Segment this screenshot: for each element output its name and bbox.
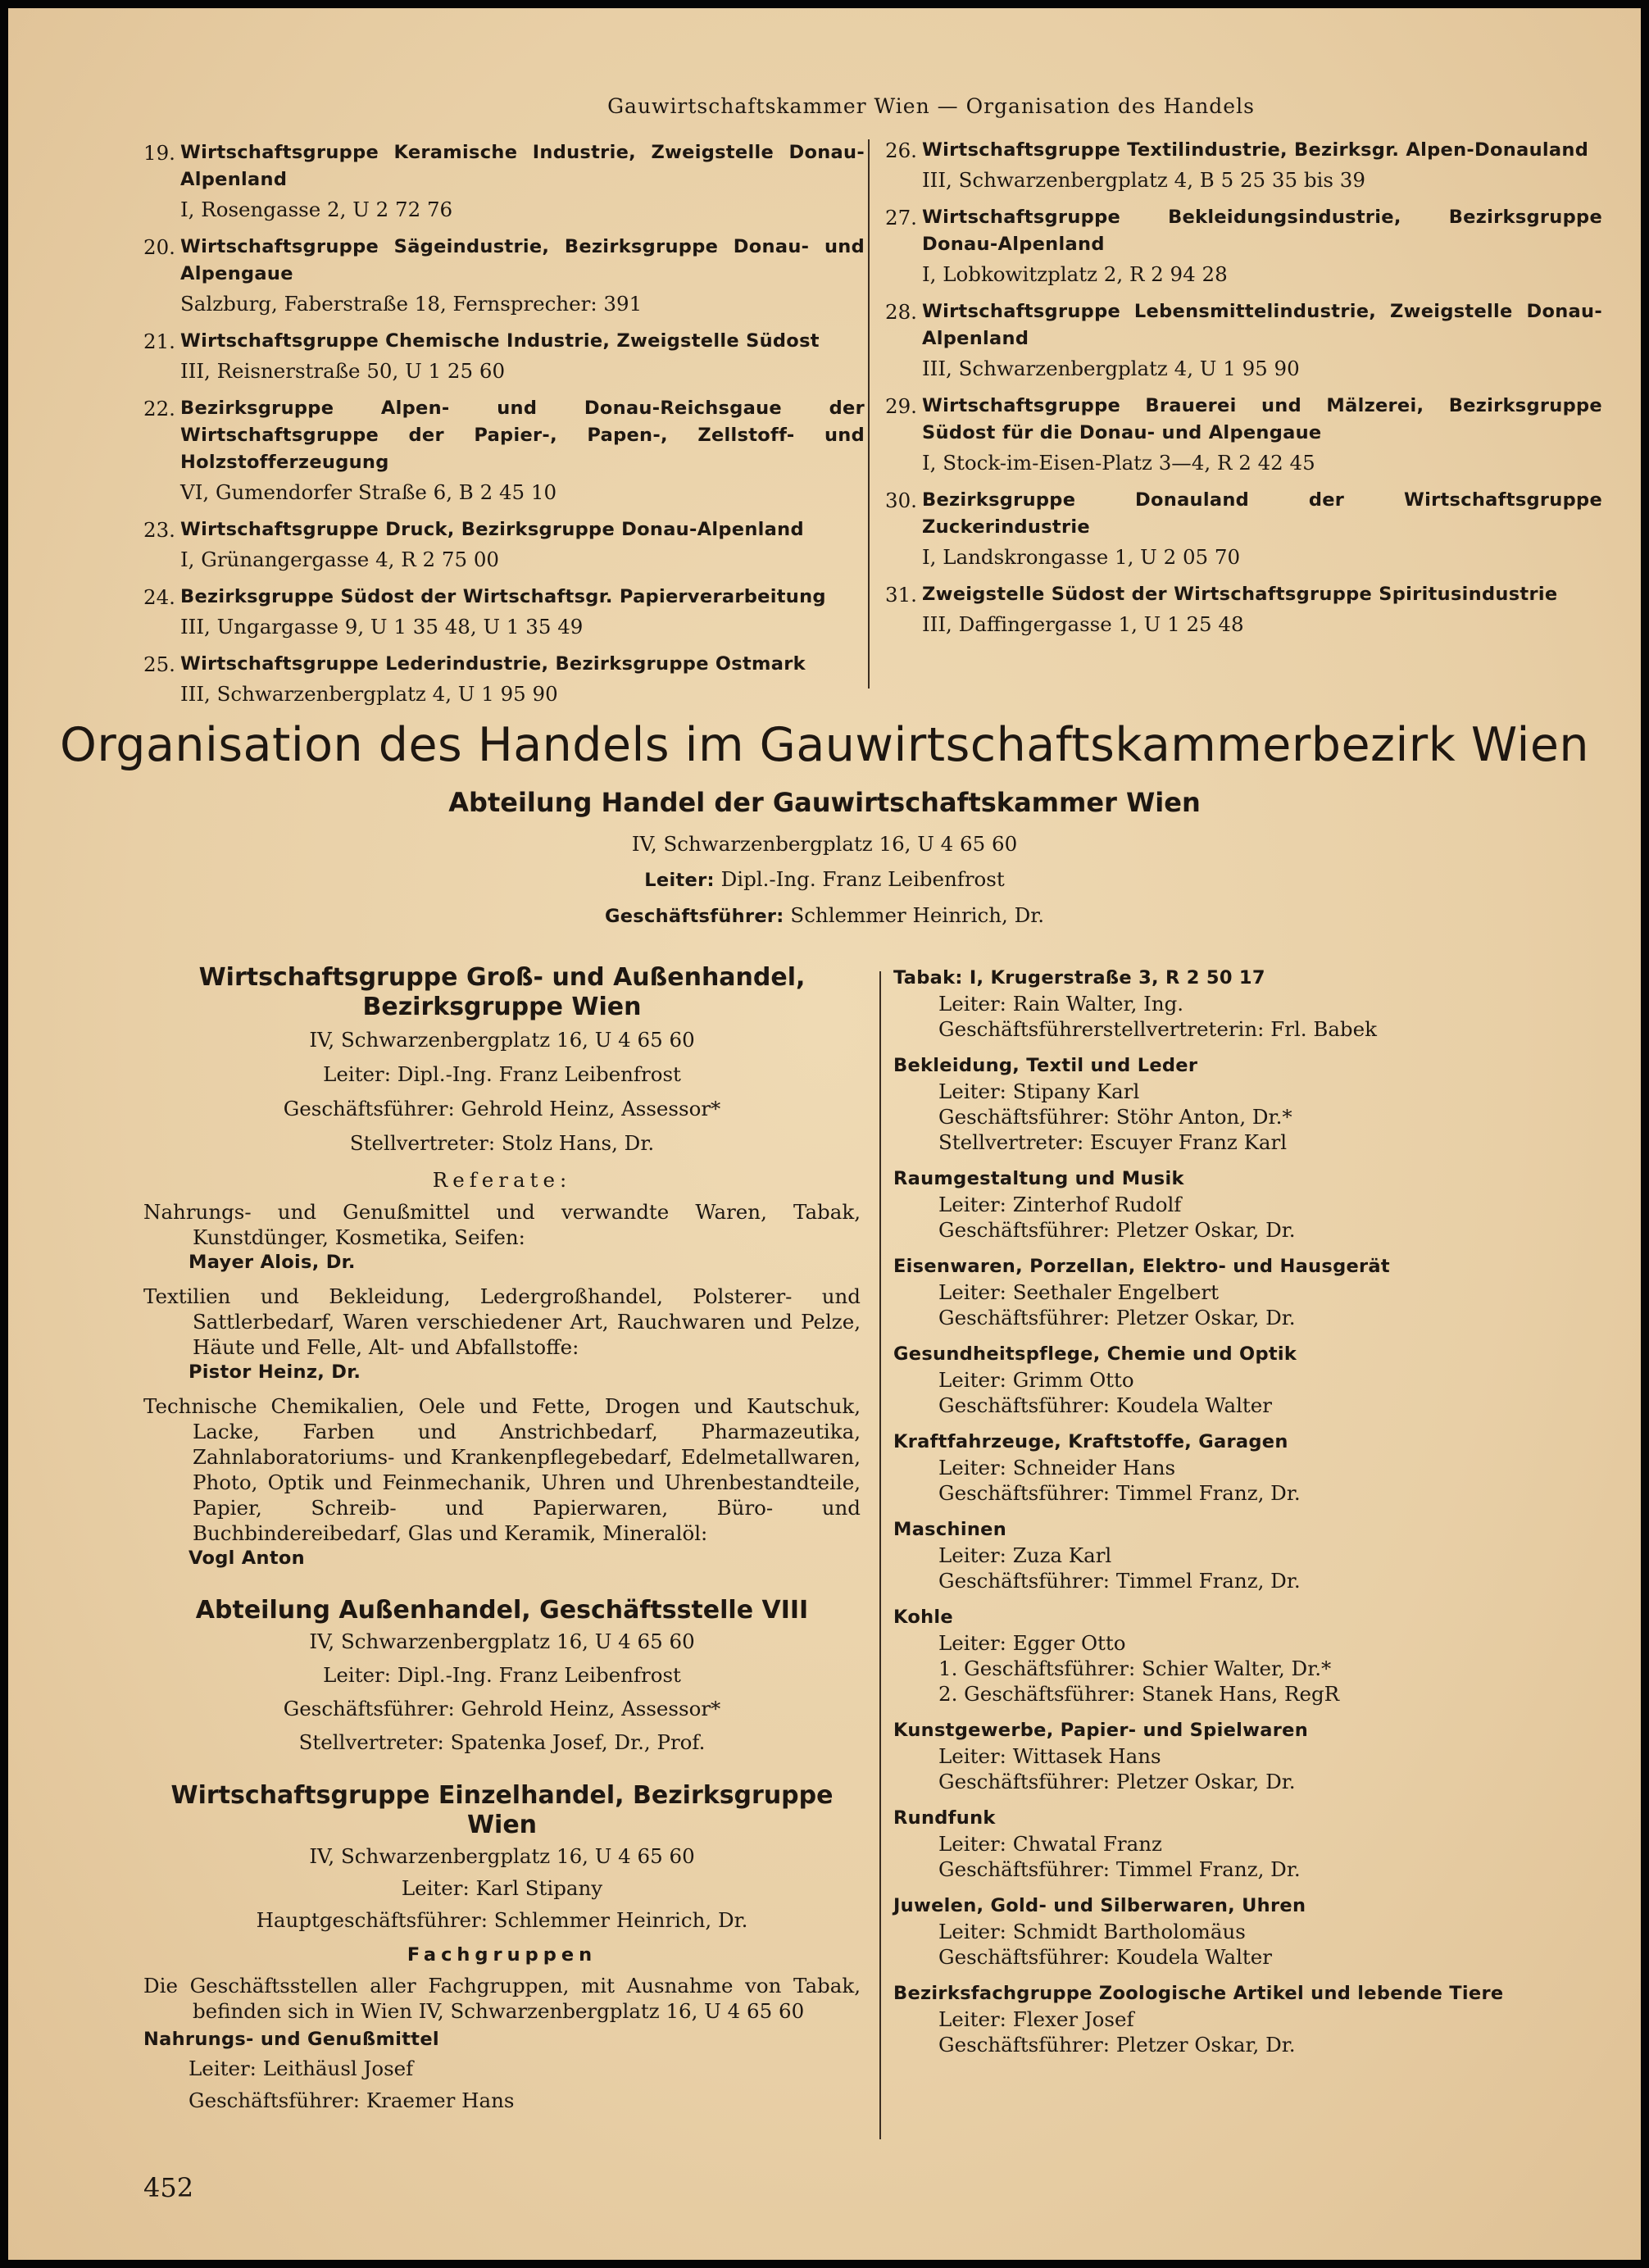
entry-number: 26. (885, 139, 917, 162)
fachgruppe (893, 1429, 1615, 1506)
abteilung-leiter: Leiter: Dipl.-Ing. Franz Leibenfrost (644, 867, 1005, 891)
fachgruppe-name: Bekleidung, Textil und Leder (893, 1055, 1198, 1076)
entry-number: 22. (143, 397, 175, 420)
fachgruppe (893, 1342, 1615, 1418)
entry-title: Wirtschaftsgruppe Druck, Bezirksgruppe Donau-Alpenland (180, 519, 804, 540)
fachgruppe-line: 1. Geschäftsführer: Schier Walter, Dr.* (938, 1657, 1332, 1680)
fachgruppe (893, 1806, 1615, 1882)
fachgruppe-line: Geschäftsführer: Pletzer Oskar, Dr. (938, 1218, 1296, 1242)
entry-number: 27. (885, 206, 917, 230)
fachgruppe-name: Kraftfahrzeuge, Kraftstoffe, Garagen (893, 1431, 1288, 1452)
fachgruppe-line: Leiter: Schneider Hans (938, 1456, 1176, 1479)
fachgruppe-line: Geschäftsführer: Pletzer Oskar, Dr. (938, 1306, 1296, 1329)
fachgruppe-line: Leiter: Flexer Josef (938, 2007, 1134, 2031)
entry-title: Wirtschaftsgruppe Lederindustrie, Bezirksgruppe Ostmark (180, 653, 806, 675)
referat-text: Technische Chemikalien, Oele und Fette, Drogen und Kautschuk, Lacke, Farben und Anstrichbedarf, Pharmazeutika, Zahnlaboratoriums- und Krankenpflegebedarf, Edelmetallwaren, Photo, Optik und Feinmechanik, Uhren und Uhrenbestandteile, Papier, Schreib- und Papierwaren, Büro- und Buchbindereibedarf, Glas und Keramik, Mineralöl: (143, 1394, 861, 1545)
fachgruppen-note: Die Geschäftsstellen aller Fachgruppen, mit Ausnahme von Tabak, befinden sich in Wien IV, Schwarzenbergplatz 16, U 4 65 60 (143, 1974, 861, 2023)
fachgruppe-line: Geschäftsführer: Timmel Franz, Dr. (938, 1857, 1301, 1881)
fachgruppe-line: Geschäftsführer: Timmel Franz, Dr. (938, 1569, 1301, 1593)
entry-title: Wirtschaftsgruppe Lebensmittelindustrie, Zweigstelle Donau-Alpenland (922, 301, 1602, 349)
entry-address: III, Reisnerstraße 50, U 1 25 60 (180, 359, 506, 383)
referat-person: Vogl Anton (189, 1548, 305, 1569)
fachgruppe-nahrung-gf: Geschäftsführer: Kraemer Hans (189, 2088, 515, 2112)
entry (143, 328, 865, 384)
fachgruppe-name: Tabak: I, Krugerstraße 3, R 2 50 17 (893, 967, 1265, 989)
fachgruppe (893, 966, 1615, 1042)
document-page (8, 8, 1641, 2260)
fachgruppe-name: Raumgestaltung und Musik (893, 1168, 1184, 1189)
aussenhandel-leiter: Leiter: Dipl.-Ing. Franz Leibenfrost (323, 1663, 681, 1687)
abteilung-gf: Geschäftsführer: Schlemmer Heinrich, Dr. (604, 903, 1045, 927)
column-divider-bottom (879, 971, 881, 2139)
entry-address: I, Landskrongasse 1, U 2 05 70 (922, 545, 1241, 569)
fachgruppe-line: Leiter: Egger Otto (938, 1631, 1126, 1655)
entry (143, 651, 865, 707)
entry-address: I, Grünangergasse 4, R 2 75 00 (180, 548, 500, 571)
einzelhandel-title: Wirtschaftsgruppe Einzelhandel, Bezirksgruppe Wien (170, 1781, 834, 1839)
entry (143, 395, 865, 506)
entry (885, 487, 1602, 570)
entry-number: 28. (885, 300, 917, 324)
entry-title: Wirtschaftsgruppe Sägeindustrie, Bezirksgruppe Donau- und Alpengaue (180, 236, 865, 284)
top-right-column (885, 137, 1602, 648)
entry-title: Wirtschaftsgruppe Bekleidungsindustrie, Bezirksgruppe Donau-Alpenland (922, 207, 1602, 255)
entry-address: III, Schwarzenbergplatz 4, U 1 95 90 (180, 682, 558, 706)
entry (143, 516, 865, 573)
grosshandel-stv: Stellvertreter: Stolz Hans, Dr. (349, 1131, 655, 1155)
fachgruppe-nahrung-name: Nahrungs- und Genußmittel (143, 2029, 439, 2050)
aussenhandel-title: Abteilung Außenhandel, Geschäftsstelle VIII (195, 1596, 809, 1625)
referat-item (143, 1284, 861, 1385)
lower-right-column (893, 966, 1615, 2069)
fachgruppe-line: Leiter: Grimm Otto (938, 1368, 1134, 1392)
fachgruppe-line: Geschäftsführer: Pletzer Oskar, Dr. (938, 1770, 1296, 1793)
entry-address: III, Schwarzenbergplatz 4, B 5 25 35 bis 39 (922, 168, 1365, 192)
entry-number: 31. (885, 583, 917, 607)
entry-number: 29. (885, 394, 917, 418)
entry (143, 584, 865, 640)
fachgruppe-name: Eisenwaren, Porzellan, Elektro- und Hausgerät (893, 1256, 1390, 1277)
referat-person: Mayer Alois, Dr. (189, 1252, 356, 1273)
fachgruppe-line: Leiter: Wittasek Hans (938, 1744, 1161, 1768)
fachgruppe (893, 1981, 1615, 2057)
entry-title: Wirtschaftsgruppe Keramische Industrie, Zweigstelle Donau-Alpenland (180, 142, 865, 190)
einzelhandel-address: IV, Schwarzenbergplatz 16, U 4 65 60 (309, 1844, 695, 1868)
entry-number: 24. (143, 585, 175, 609)
entry-title: Zweigstelle Südost der Wirtschaftsgruppe Spiritusindustrie (922, 584, 1558, 605)
entry-number: 21. (143, 330, 175, 353)
entry-address: I, Rosengasse 2, U 2 72 76 (180, 198, 453, 221)
aussenhandel-address: IV, Schwarzenbergplatz 16, U 4 65 60 (309, 1629, 695, 1653)
running-head: Gauwirtschaftskammer Wien — Organisation des Handels (607, 94, 1255, 118)
fachgruppe (893, 1166, 1615, 1243)
fachgruppe (893, 1718, 1615, 1794)
main-title: Organisation des Handels im Gauwirtschaftskammerbezirk Wien (59, 718, 1590, 772)
referat-person: Pistor Heinz, Dr. (189, 1361, 361, 1383)
fachgruppe-line: Geschäftsführerstellvertreterin: Frl. Babek (938, 1017, 1377, 1041)
fachgruppe-line: Stellvertreter: Escuyer Franz Karl (938, 1130, 1288, 1154)
entry (143, 139, 865, 223)
referat-text: Nahrungs- und Genußmittel und verwandte Waren, Tabak, Kunstdünger, Kosmetika, Seifen: (143, 1200, 861, 1249)
entry-address: III, Schwarzenbergplatz 4, U 1 95 90 (922, 357, 1300, 380)
entry (885, 581, 1602, 638)
fachgruppe (893, 1893, 1615, 1970)
fachgruppen-heading: Fachgruppen (407, 1944, 597, 1966)
referat-item (143, 1199, 861, 1275)
fachgruppe-nahrung-leiter: Leiter: Leithäusl Josef (189, 2057, 414, 2080)
einzelhandel-leiter: Leiter: Karl Stipany (401, 1876, 603, 1900)
fachgruppe-line: Leiter: Zinterhof Rudolf (938, 1193, 1182, 1216)
fachgruppe-line: Geschäftsführer: Koudela Walter (938, 1945, 1272, 1969)
entry-address: VI, Gumendorfer Straße 6, B 2 45 10 (180, 480, 557, 504)
entry-title: Wirtschaftsgruppe Brauerei und Mälzerei, Bezirksgruppe Südost für die Donau- und Alpengaue (922, 395, 1602, 443)
einzelhandel-hgf: Hauptgeschäftsführer: Schlemmer Heinrich, Dr. (256, 1908, 748, 1932)
entry-number: 30. (885, 489, 917, 512)
abteilung-address: IV, Schwarzenbergplatz 16, U 4 65 60 (631, 832, 1018, 856)
fachgruppe-name: Kohle (893, 1607, 953, 1628)
entry-number: 23. (143, 518, 175, 542)
entry-address: III, Ungargasse 9, U 1 35 48, U 1 35 49 (180, 615, 584, 639)
grosshandel-address: IV, Schwarzenbergplatz 16, U 4 65 60 (309, 1028, 695, 1052)
fachgruppe-line: Leiter: Zuza Karl (938, 1543, 1112, 1567)
aussenhandel-stv: Stellvertreter: Spatenka Josef, Dr., Prof. (298, 1730, 706, 1754)
fachgruppe-name: Rundfunk (893, 1807, 996, 1829)
fachgruppe-line: Leiter: Seethaler Engelbert (938, 1280, 1219, 1304)
fachgruppe-line: Geschäftsführer: Pletzer Oskar, Dr. (938, 2033, 1296, 2057)
entry-address: Salzburg, Faberstraße 18, Fernsprecher: 391 (180, 292, 643, 316)
grosshandel-leiter: Leiter: Dipl.-Ing. Franz Leibenfrost (323, 1062, 681, 1086)
entry-address: I, Lobkowitzplatz 2, R 2 94 28 (922, 262, 1228, 286)
entry-number: 25. (143, 652, 175, 676)
top-left-column (143, 139, 865, 718)
fachgruppe-name: Maschinen (893, 1519, 1007, 1540)
entry (885, 393, 1602, 476)
fachgruppe (893, 1053, 1615, 1155)
fachgruppe-line: Leiter: Rain Walter, Ing. (938, 992, 1184, 1016)
entry-title: Wirtschaftsgruppe Chemische Industrie, Zweigstelle Südost (180, 330, 820, 352)
fachgruppe-line: Leiter: Chwatal Franz (938, 1832, 1162, 1856)
entry-title: Bezirksgruppe Alpen- und Donau-Reichsgaue der Wirtschaftsgruppe der Papier-, Papen-, Zellstoff- und Holzstofferzeugung (180, 398, 865, 473)
grosshandel-title: Wirtschaftsgruppe Groß- und Außenhandel, Bezirksgruppe Wien (198, 963, 806, 1021)
fachgruppe (893, 1517, 1615, 1593)
entry-title: Bezirksgruppe Donauland der Wirtschaftsgruppe Zuckerindustrie (922, 489, 1602, 538)
entry (143, 234, 865, 317)
entry (885, 204, 1602, 288)
entry (885, 137, 1602, 193)
fachgruppe-name: Kunstgewerbe, Papier- und Spielwaren (893, 1720, 1309, 1741)
entry-address: I, Stock-im-Eisen-Platz 3—4, R 2 42 45 (922, 451, 1315, 475)
fachgruppe-line: Geschäftsführer: Koudela Walter (938, 1393, 1272, 1417)
entry-address: III, Daffingergasse 1, U 1 25 48 (922, 612, 1244, 636)
column-divider-top (868, 139, 870, 689)
fachgruppe-name: Juwelen, Gold- und Silberwaren, Uhren (893, 1895, 1306, 1916)
entry (885, 298, 1602, 382)
fachgruppe-line: Geschäftsführer: Stöhr Anton, Dr.* (938, 1105, 1292, 1129)
entry-number: 20. (143, 235, 175, 259)
grosshandel-gf: Geschäftsführer: Gehrold Heinz, Assessor* (283, 1097, 721, 1120)
abteilung-title: Abteilung Handel der Gauwirtschaftskammer Wien (448, 787, 1201, 818)
fachgruppe (893, 1605, 1615, 1707)
referate-heading: Referate: (432, 1168, 572, 1192)
entry-title: Wirtschaftsgruppe Textilindustrie, Bezirksgr. Alpen-Donauland (922, 139, 1589, 161)
fachgruppe-line: Geschäftsführer: Timmel Franz, Dr. (938, 1481, 1301, 1505)
entry-title: Bezirksgruppe Südost der Wirtschaftsgr. Papierverarbeitung (180, 586, 826, 607)
referat-item (143, 1393, 861, 1571)
fachgruppe (893, 1254, 1615, 1330)
fachgruppe-line: Leiter: Stipany Karl (938, 1079, 1140, 1103)
fachgruppe-name: Bezirksfachgruppe Zoologische Artikel und lebende Tiere (893, 1983, 1504, 2004)
fachgruppe-line: 2. Geschäftsführer: Stanek Hans, RegR (938, 1682, 1340, 1706)
aussenhandel-gf: Geschäftsführer: Gehrold Heinz, Assessor* (283, 1697, 721, 1720)
fachgruppe-name: Gesundheitspflege, Chemie und Optik (893, 1343, 1297, 1365)
referat-text: Textilien und Bekleidung, Ledergroßhandel, Polsterer- und Sattlerbedarf, Waren verschiedener Art, Rauchwaren und Pelze, Häute und Felle, Alt- und Abfallstoffe: (143, 1284, 861, 1359)
referate-list (143, 1199, 861, 1571)
page-number: 452 (143, 2172, 194, 2203)
lower-left-column (143, 963, 861, 2113)
entry-number: 19. (143, 141, 175, 165)
fachgruppe-line: Leiter: Schmidt Bartholomäus (938, 1920, 1246, 1943)
